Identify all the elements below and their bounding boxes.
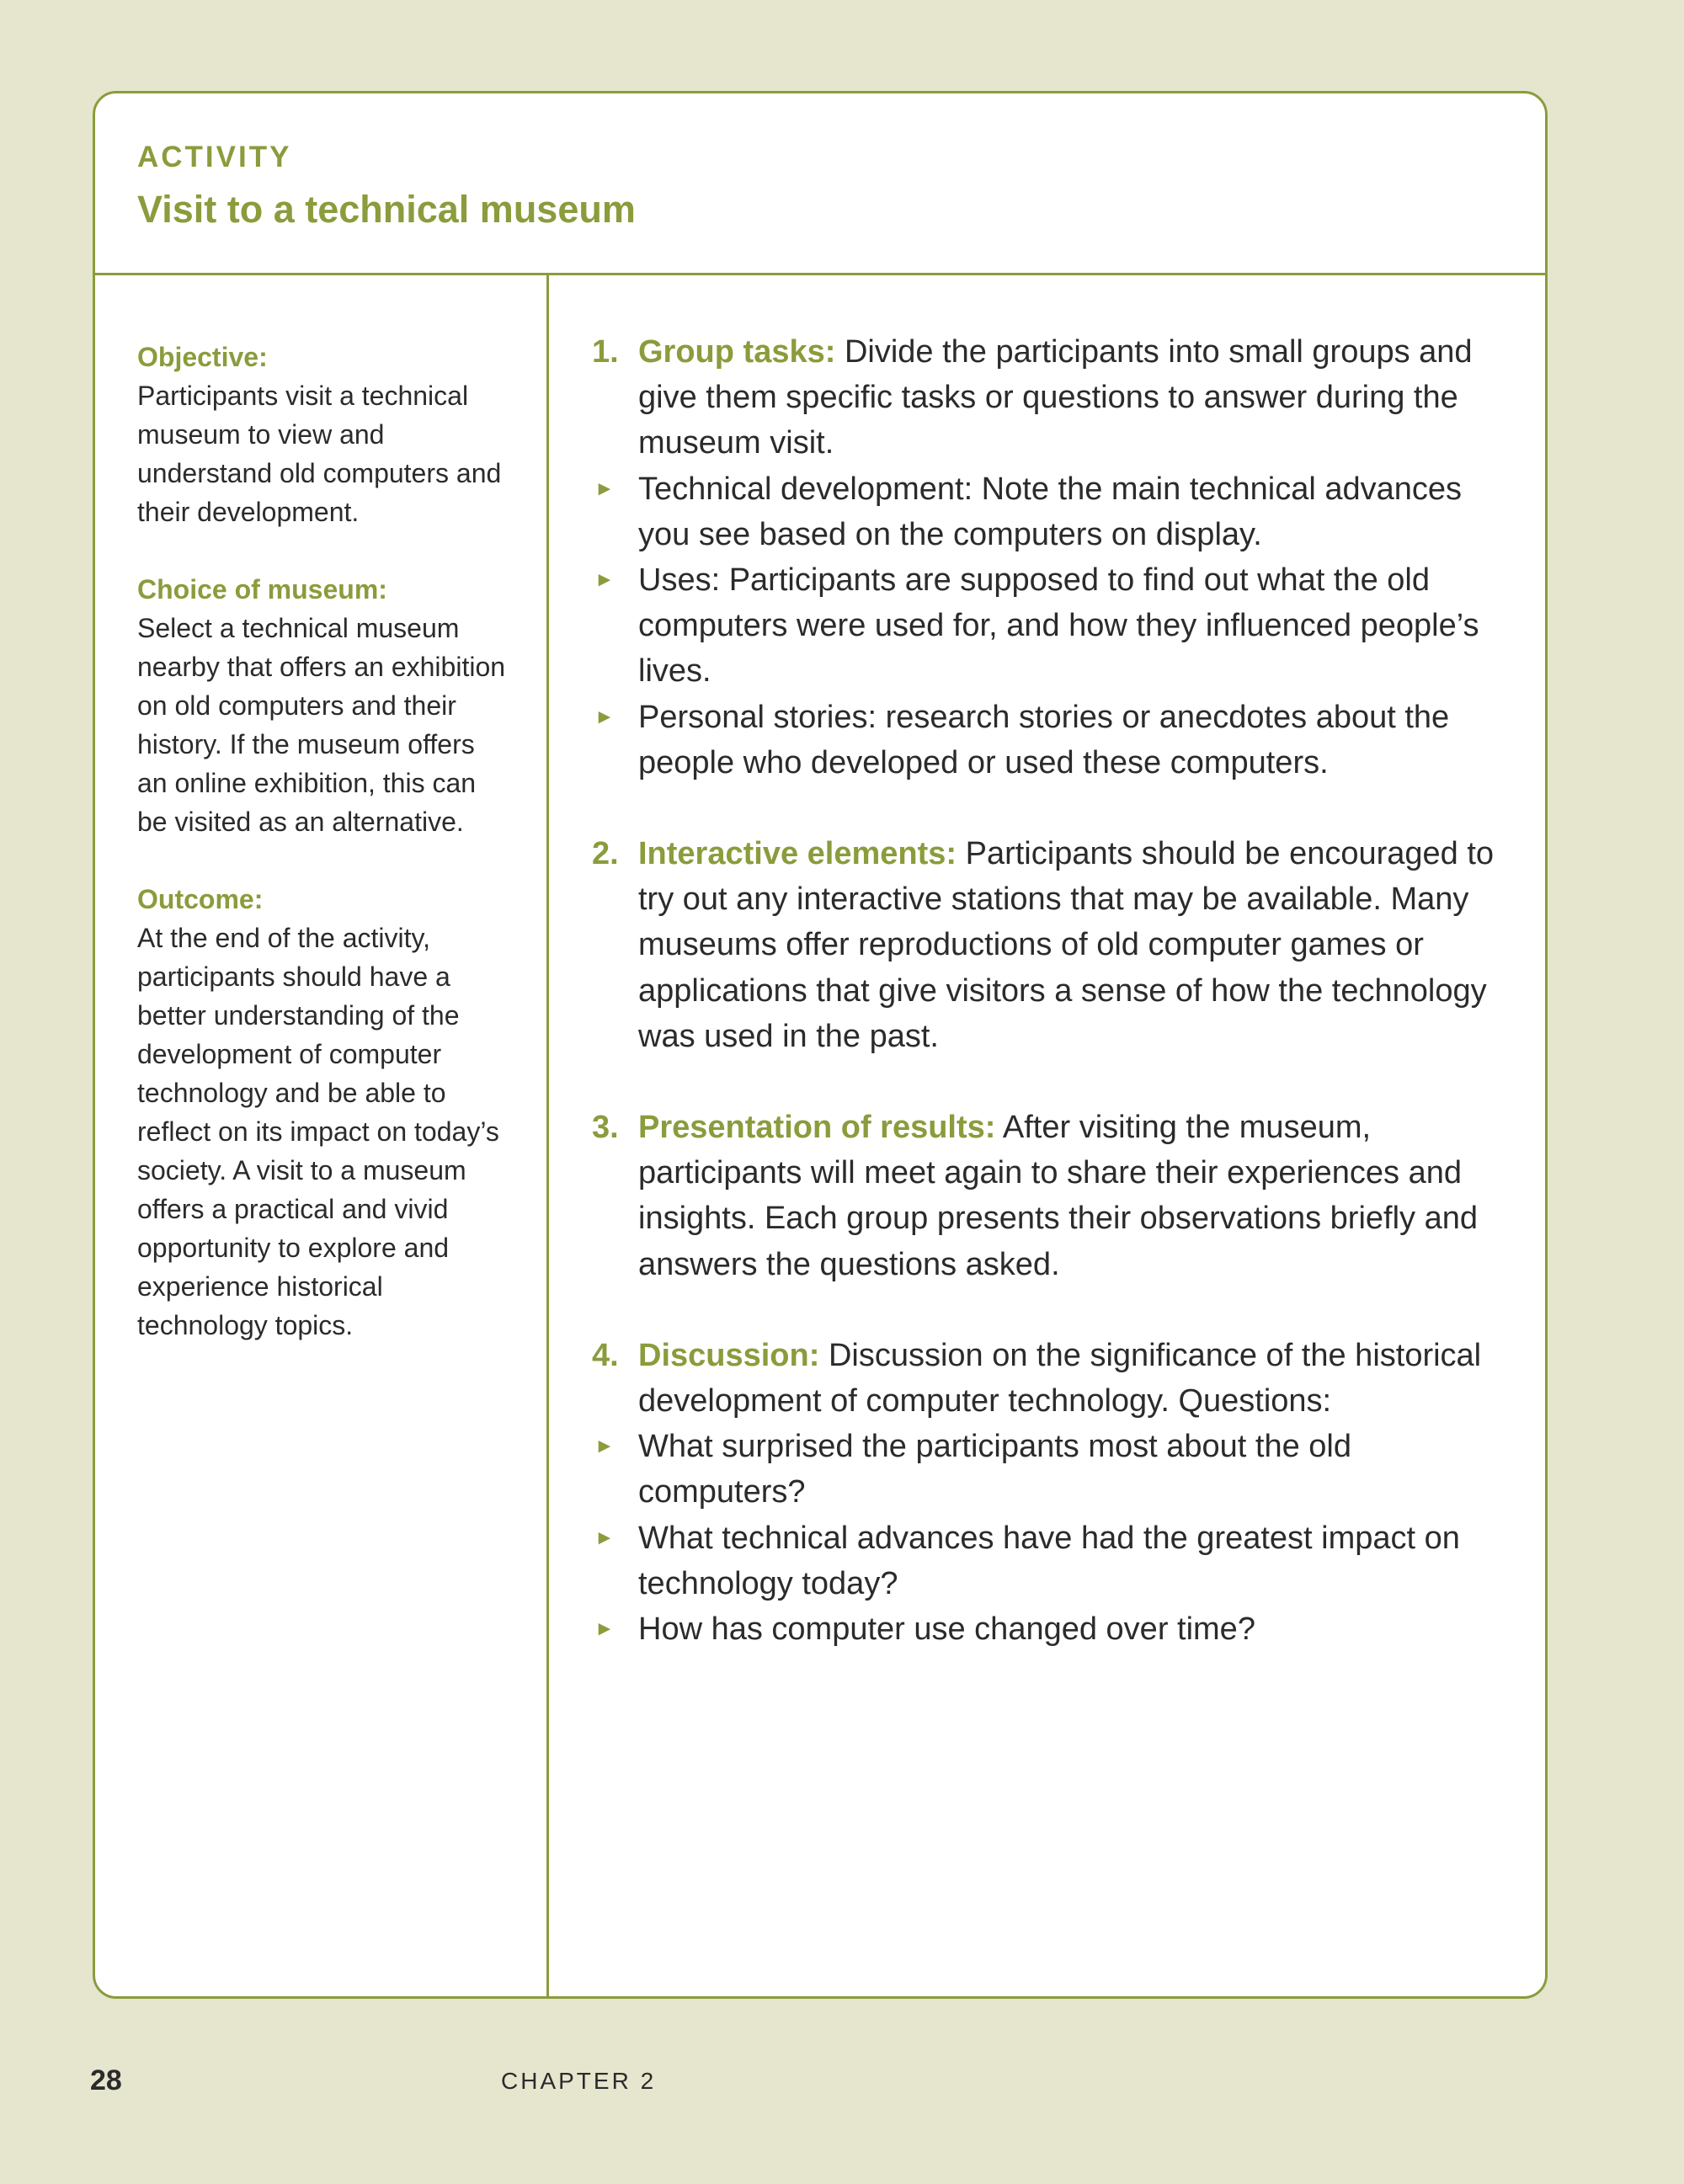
list-item	[594, 1606, 1510, 1652]
step-4	[592, 1333, 1510, 1652]
objective-label: Objective:	[137, 342, 268, 372]
step-3	[592, 1105, 1510, 1287]
bullet-text: Technical development: Note the main technical advances you see based on the computers on display.	[638, 471, 1463, 552]
activity-title: Visit to a technical museum	[137, 188, 636, 231]
outcome-label: Outcome:	[137, 884, 264, 914]
bullet-text: How has computer use changed over time?	[638, 1611, 1255, 1648]
bullet-text: What technical advances have had the greatest impact on technology today?	[638, 1520, 1460, 1601]
choice-text: Select a technical museum nearby that offers an exhibition on old computers and their history. If the museum offers an online exhibition, this can be visited as an alternative.	[137, 613, 506, 837]
sidebar	[137, 338, 508, 1383]
step-body	[638, 1105, 1510, 1287]
step-body	[638, 329, 1510, 466]
triangle-right-icon: ►	[594, 705, 615, 728]
objective-text: Participants visit a technical museum to view and understand old computers and their development.	[137, 381, 502, 527]
activity-card	[93, 91, 1548, 1999]
step-text: Participants should be encouraged to try out any interactive stations that may be available. Many museums offer reproductions of old computer games or applications that give visitors a sense of how the technology was used in the past.	[638, 836, 1495, 1054]
list-item	[594, 695, 1510, 786]
step-label: Interactive elements:	[638, 836, 957, 872]
step-text: Discussion on the significance of the historical development of computer technology. Questions:	[638, 1337, 1482, 1420]
card-header	[95, 93, 1545, 275]
list-item	[594, 1515, 1510, 1606]
step-body	[638, 1333, 1510, 1424]
outcome-block	[137, 880, 508, 1345]
triangle-right-icon: ►	[594, 1435, 615, 1458]
list-item	[594, 557, 1510, 695]
choice-label: Choice of museum:	[137, 574, 387, 605]
step-1	[592, 329, 1510, 786]
step-text: After visiting the museum, participants will meet again to share their experiences and insights. Each group presents their observations briefly and answers the questions asked.	[638, 1110, 1478, 1282]
step-label: Group tasks:	[638, 334, 836, 370]
step-label: Presentation of results:	[638, 1110, 996, 1146]
list-item	[594, 1424, 1510, 1515]
step-body	[638, 831, 1510, 1059]
steps-list	[592, 329, 1510, 1697]
activity-kicker: ACTIVITY	[137, 141, 292, 173]
page-number: 28	[90, 2064, 122, 2096]
step-text: Divide the participants into small groups and give them specific tasks or questions to answer during the museum visit.	[638, 334, 1473, 461]
choice-block	[137, 570, 508, 841]
bullet-text: What surprised the participants most about the old computers?	[638, 1429, 1352, 1510]
triangle-right-icon: ►	[594, 568, 615, 592]
step-2	[592, 831, 1510, 1059]
bullet-text: Uses: Participants are supposed to find out what the old computers were used for, and how they influenced people’s lives.	[638, 562, 1479, 690]
column-divider	[546, 273, 549, 1996]
list-item	[594, 466, 1510, 557]
step-number: 3.	[592, 1110, 619, 1146]
bullet-text: Personal stories: research stories or anecdotes about the people who developed or used these computers.	[638, 699, 1450, 780]
step-label: Discussion:	[638, 1337, 820, 1373]
outcome-text: At the end of the activity, participants should have a better understanding of the development of computer technology and be able to reflect on its impact on today’s society. A visit to a museum offers a practical and vivid opportunity to explore and experience historical technology topics.	[137, 923, 499, 1340]
step-number: 4.	[592, 1337, 619, 1373]
chapter-label: CHAPTER 2	[501, 2068, 657, 2094]
objective-block	[137, 338, 508, 531]
step-number: 2.	[592, 836, 619, 872]
triangle-right-icon: ►	[594, 1526, 615, 1549]
triangle-right-icon: ►	[594, 1617, 615, 1641]
step-number: 1.	[592, 334, 619, 370]
triangle-right-icon: ►	[594, 477, 615, 500]
